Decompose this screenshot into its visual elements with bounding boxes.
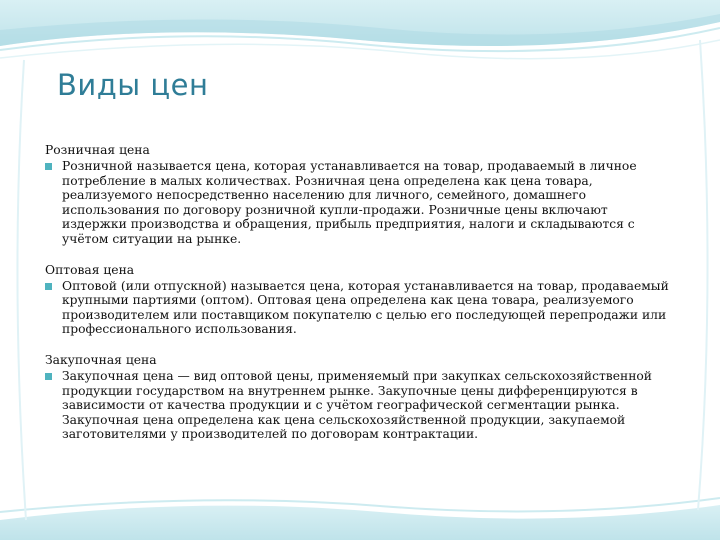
section-heading: Оптовая цена [45, 262, 135, 277]
section-heading: Розничная цена [45, 143, 150, 157]
bullet-text: Розничной называется цена, которая устанавливается на товар, продаваемый в личное потребление в малых количествах. Розничная цена определена как цена товара, реализуемого непосредственно населению для личного, семейного, домашнего использования по договору розничной купли-продажи. Розничные цены включают издержки производства и обращения, прибыль предприятия, налоги и складываются с учётом ситуации на рынке. [62, 159, 637, 246]
bullet-item [45, 279, 685, 337]
bullet-text: Закупочная цена — вид оптовой цены, применяемый при закупках сельскохозяйственной продукции государством на внутреннем рынке. Закупочные цены дифференцируются в зависимости от качества продукции и с учётом географической сегментации рынка. Закупочная цена определена как цена сельскохозяйственной продукции, закупаемой заготовителями у производителей по договорам контрактации. [62, 368, 652, 442]
content-body [45, 143, 685, 458]
bullet-text: Оптовой (или отпускной) называется цена, которая устанавливается на товар, продаваемый крупными партиями (оптом). Оптовая цена определена как цена товара, реализуемого производителем или поставщиком покупателю с целью его последующей перепродажи или профессионального использования. [62, 278, 669, 337]
slide-title: Виды цен [57, 68, 209, 102]
section-purchase-price [45, 353, 685, 442]
section-heading: Закупочная цена [45, 352, 157, 367]
section-retail-price [45, 143, 685, 247]
section-wholesale-price [45, 263, 685, 337]
bullet-item [45, 369, 685, 442]
square-bullet-icon [45, 283, 52, 290]
bullet-item [45, 159, 685, 247]
square-bullet-icon [45, 163, 52, 170]
square-bullet-icon [45, 373, 52, 380]
